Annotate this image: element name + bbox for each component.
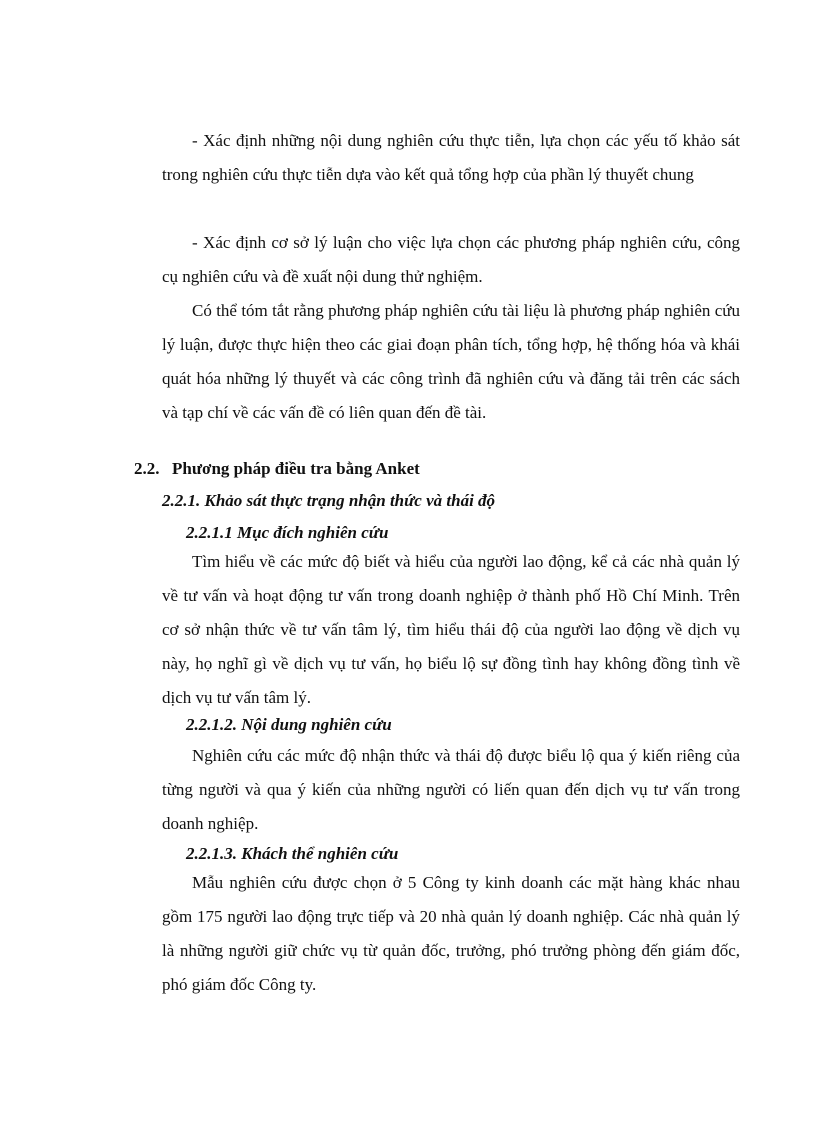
subsection-heading-2-2-1: 2.2.1. Khảo sát thực trạng nhận thức và thái độ [162,491,496,510]
paragraph-research-content-detail: Nghiên cứu các mức độ nhận thức và thái độ được biểu lộ qua ý kiến riêng của từng người và qua ý kiến của những người có liến quan đến dịch vụ tư vấn trong doanh nghiệp. [162,746,740,833]
paragraph-research-purpose: Tìm hiểu về các mức độ biết và hiểu của người lao động, kể cả các nhà quản lý về tư vấn và hoạt động tư vấn trong doanh nghiệp ở thành phố Hồ Chí Minh. Trên cơ sở nhận thức về tư vấn tâm lý, tìm hiểu thái độ của người lao động về dịch vụ này, họ nghĩ gì về dịch vụ tư vấn, họ biểu lộ sự đồng tình hay không đồng tình về dịch vụ tư vấn tâm lý. [162,552,740,707]
section-number: 2.2. [134,459,160,478]
paragraph-theoretical-basis: - Xác định cơ sở lý luận cho việc lựa chọn các phương pháp nghiên cứu, công cụ nghiên cứu và đề xuất nội dung thử nghiệm. [162,233,740,286]
section-heading-2-2 [134,452,420,486]
paragraph-research-subjects: Mẫu nghiên cứu được chọn ở 5 Công ty kinh doanh các mặt hàng khác nhau gồm 175 người lao động trực tiếp và 20 nhà quản lý doanh nghiệp. Các nhà quản lý là những người giữ chức vụ từ quản đốc, trưởng, phó trưởng phòng đến giám đốc, phó giám đốc Công ty. [162,873,740,994]
paragraph-research-content: - Xác định những nội dung nghiên cứu thực tiễn, lựa chọn các yếu tố khảo sát trong nghiên cứu thực tiễn dựa vào kết quả tổng hợp của phần lý thuyết chung [162,131,740,184]
section-title: Phương pháp điều tra bằng Anket [172,459,420,478]
subsubsection-heading-2-2-1-3: 2.2.1.3. Khách thể nghiên cứu [186,844,399,863]
paragraph-summary: Có thể tóm tắt rằng phương pháp nghiên cứu tài liệu là phương pháp nghiên cứu lý luận, được thực hiện theo các giai đoạn phân tích, tổng hợp, hệ thống hóa và khái quát hóa những lý thuyết và các công trình đã nghiên cứu và đăng tải trên các sách và tạp chí về các vấn đề có liên quan đến đề tài. [162,301,740,422]
subsubsection-heading-2-2-1-1: 2.2.1.1 Mục đích nghiên cứu [186,523,389,542]
subsubsection-heading-2-2-1-2: 2.2.1.2. Nội dung nghiên cứu [186,715,392,734]
